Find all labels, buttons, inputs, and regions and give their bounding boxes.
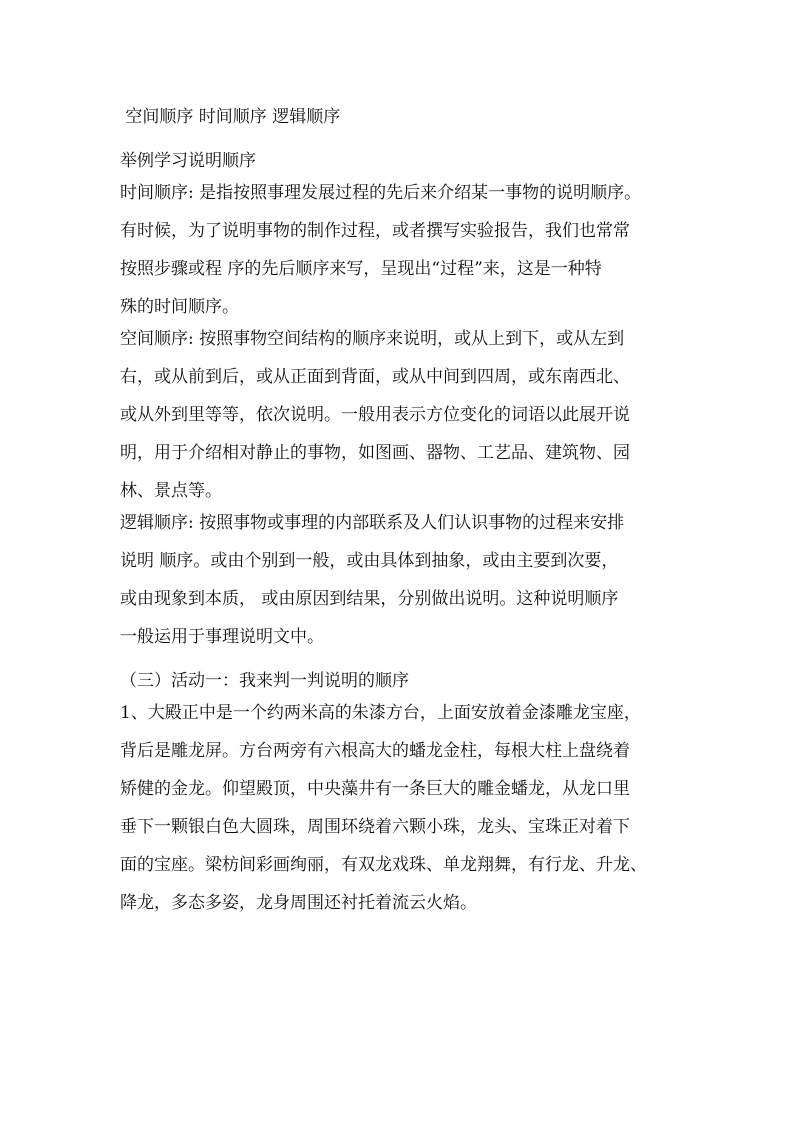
paragraph-line: 或由现象到本质， 或由原因到结果，分别做出说明。这种说明顺序 — [120, 589, 619, 609]
subheading: 举例学习说明顺序 — [120, 151, 256, 171]
paragraph-line: 右，或从前到后，或从正面到背面，或从中间到四周，或东南西北、 — [120, 367, 630, 387]
heading-line: 空间顺序 时间顺序 逻辑顺序 — [120, 107, 341, 127]
paragraph-line: 说明 顺序。或由个别到一般，或由具体到抽象，或由主要到次要， — [120, 551, 619, 571]
paragraph-line: 1、大殿正中是一个约两米高的朱漆方台，上面安放着金漆雕龙宝座， — [120, 703, 641, 723]
time-order-paragraph — [120, 177, 690, 323]
space-order-paragraph — [120, 323, 690, 507]
activity-title: （三）活动一：我来判一判说明的顺序 — [120, 671, 409, 691]
paragraph-line: 逻辑顺序: 按照事物或事理的内部联系及人们认识事物的过程来安排 — [120, 513, 625, 533]
paragraph-line: 降龙，多态多姿，龙身周围还衬托着流云火焰。 — [120, 893, 477, 913]
paragraph-line: 面的宝座。梁枋间彩画绚丽，有双龙戏珠、单龙翔舞，有行龙、升龙、 — [120, 855, 647, 875]
paragraph-line: 一般运用于事理说明文中。 — [120, 627, 324, 647]
paragraph-line: 或从外到里等等，依次说明。一般用表示方位变化的词语以此展开说 — [120, 405, 630, 425]
paragraph-line: 时间顺序: 是指按照事理发展过程的先后来介绍某一事物的说明顺序。 — [120, 183, 642, 203]
paragraph-line: 明，用于介绍相对静止的事物，如图画、器物、工艺品、建筑物、园 — [120, 443, 630, 463]
paragraph-line: 背后是雕龙屏。方台两旁有六根高大的蟠龙金柱，每根大柱上盘绕着 — [120, 741, 630, 761]
paragraph-line: 殊的时间顺序。 — [120, 297, 239, 317]
paragraph-line: 按照步骤或程 序的先后顺序来写，呈现出“过程”来，这是一种特 — [120, 259, 602, 279]
item-1-paragraph — [120, 697, 690, 919]
logic-order-paragraph — [120, 507, 690, 653]
paragraph-line: 垂下一颗银白色大圆珠，周围环绕着六颗小珠，龙头、宝珠正对着下 — [120, 817, 630, 837]
paragraph-line: 矫健的金龙。仰望殿顶，中央藻井有一条巨大的雕金蟠龙，从龙口里 — [120, 779, 630, 799]
paragraph-line: 空间顺序: 按照事物空间结构的顺序来说明，或从上到下，或从左到 — [120, 329, 625, 349]
paragraph-line: 有时候，为了说明事物的制作过程，或者撰写实验报告，我们也常常 — [120, 221, 630, 241]
document-body — [120, 101, 690, 919]
paragraph-line: 林、景点等。 — [120, 481, 222, 501]
